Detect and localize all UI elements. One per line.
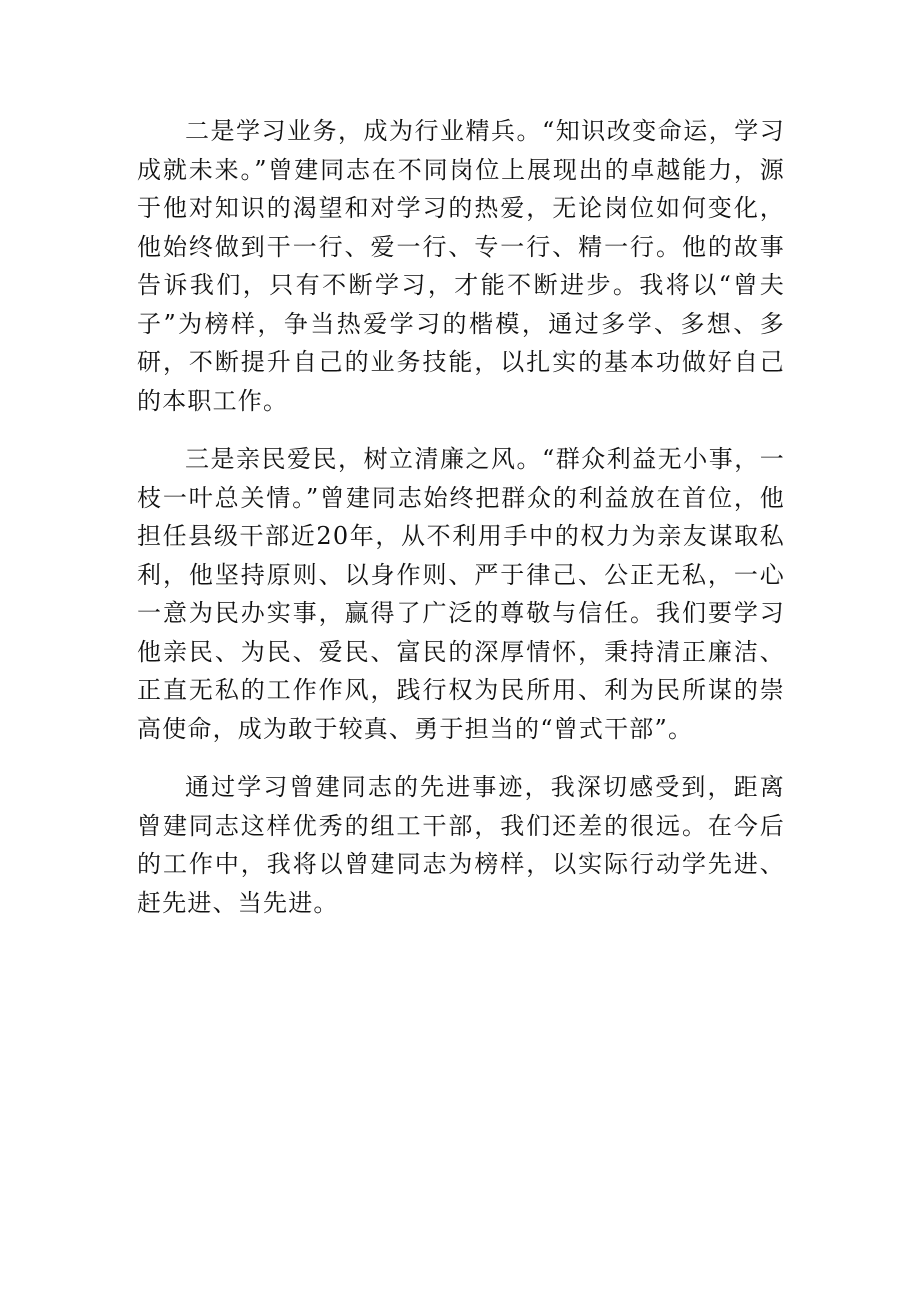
paragraph-study-business: 二是学习业务，成为行业精兵。“知识改变命运，学习成就未来。”曾建同志在不同岗位上展现出的卓越能力，源于他对知识的渴望和对学习的热爱，无论岗位如何变化，他始终做到干一行、爱一行、专一行、精一行。他的故事告诉我们，只有不断学习，才能不断进步。我将以“曾夫子”为榜样，争当热爱学习的楷模，通过多学、多想、多研，不断提升自己的业务技能，以扎实的基本功做好自己的本职工作。 xyxy=(137,117,785,415)
paragraph-love-people: 三是亲民爱民，树立清廉之风。“群众利益无小事，一枝一叶总关情。”曾建同志始终把群众的利益放在首位，他担任县级干部近20年，从不利用手中的权力为亲友谋取私利，他坚持原则、以身作则、严于律己、公正无私，一心一意为民办实事，赢得了广泛的尊敬与信任。我们要学习他亲民、为民、爱民、富民的深厚情怀，秉持清正廉洁、正直无私的工作作风，践行权为民所用、利为民所谋的崇高使命，成为敢于较真、勇于担当的“曾式干部”。 xyxy=(137,445,785,743)
document-body xyxy=(137,112,785,942)
paragraph-conclusion: 通过学习曾建同志的先进事迹，我深切感受到，距离曾建同志这样优秀的组工干部，我们还差的很远。在今后的工作中，我将以曾建同志为榜样，以实际行动学先进、赶先进、当先进。 xyxy=(137,773,785,917)
